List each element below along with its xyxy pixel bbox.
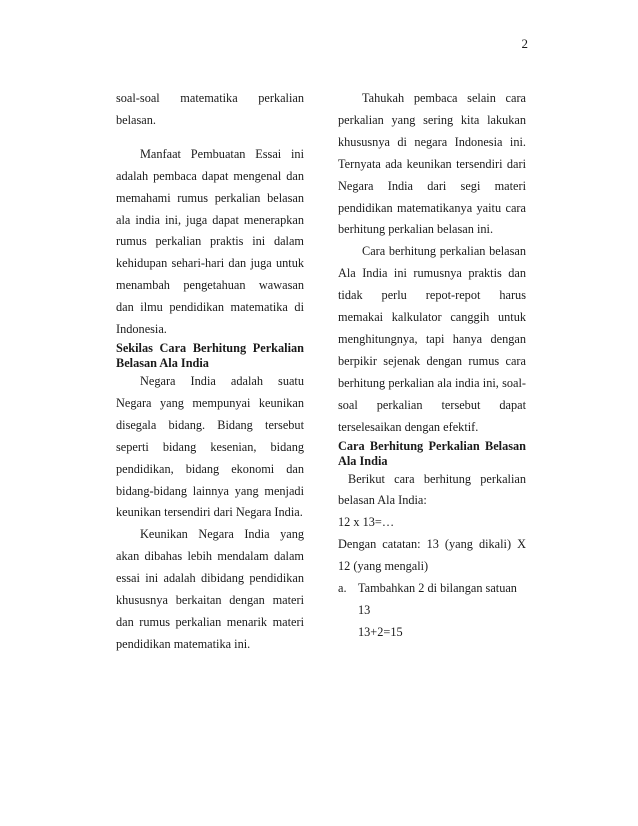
- left-paragraph-3: Negara India adalah suatu Negara yang mempunyai keunikan disegala bidang. Bidang tersebut seperti bidang kesenian, bidang pendidikan, bidang ekonomi dan bidang-bidang lainnya yang menjadi keunikan tersendiri dari Negara India.: [116, 373, 304, 520]
- left-paragraph-2: Manfaat Pembuatan Essai ini adalah pembaca dapat mengenal dan memahami rumus perkalian belasan ala india ini, juga dapat menerapkan rumus perkalian praktis ini dalam kehidupan sehari-hari dan juga untuk menambah pengetahuan wawasan dan ilmu pendidikan matematika di Indonesia.: [116, 146, 304, 337]
- left-section-heading: Sekilas Cara Berhitung Perkalian Belasan Ala India: [116, 340, 304, 370]
- right-paragraph-2: Cara berhitung perkalian belasan Ala India ini rumusnya praktis dan tidak perlu repot-repot harus memakai kalkulator canggih untuk menghitungnya, tapi hanya dengan berpikir sejenak dengan rumus cara berhitung perkalian ala india ini, soal-soal perkalian tersebut dapat terselesaikan dengan efektif.: [338, 244, 526, 434]
- left-paragraph-4: Keunikan Negara India yang akan dibahas lebih mendalam dalam essai ini adalah dibidang pendidikan khususnya berkaitan dengan materi dan rumus perkalian menarik materi pendidikan matematika ini.: [116, 527, 304, 651]
- left-paragraph-1: soal-soal matematika perkalian belasan.: [116, 91, 304, 127]
- step-a-text: Tambahkan 2 di bilangan satuan: [358, 581, 517, 596]
- page-number: 2: [521, 36, 528, 51]
- step-a-line-1: 13: [358, 602, 371, 617]
- step-a-line-2: 13+2=15: [358, 624, 403, 639]
- example-note: Dengan catatan: 13 (yang dikali) X 12 (yang mengali): [338, 537, 526, 574]
- right-paragraph-1: Tahukah pembaca selain cara perkalian yang sering kita lakukan khususnya di negara Indonesia ini. Ternyata ada keunikan tersendiri dari Negara India dari segi materi pendidikan matematikanya yaitu cara berhitung perkalian belasan ini.: [338, 91, 526, 237]
- left-column: [116, 88, 304, 656]
- right-column: [338, 88, 526, 644]
- step-a-marker: a.: [338, 581, 347, 596]
- right-paragraph-3: Berikut cara berhitung perkalian belasan Ala India:: [338, 471, 526, 508]
- right-section-heading: Cara Berhitung Perkalian Belasan Ala India: [338, 438, 526, 468]
- step-a: [338, 578, 526, 600]
- example-expression: 12 x 13=…: [338, 515, 395, 530]
